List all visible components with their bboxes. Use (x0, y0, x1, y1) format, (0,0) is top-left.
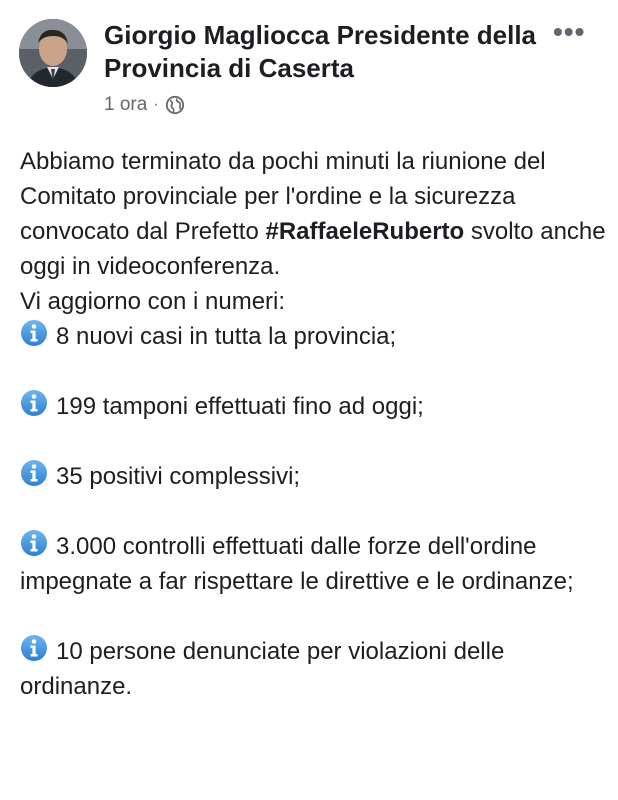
list-item-text: 199 tamponi effettuati fino ad oggi; (56, 393, 424, 420)
post-body (20, 144, 610, 704)
list-item-text: 3.000 controlli effettuati dalle forze dell'ordine impegnate a far rispettare le direttive e le ordinanze; (20, 533, 574, 595)
info-icon (20, 634, 48, 662)
list-item (20, 389, 610, 424)
list-item-text: 35 positivi complessivi; (56, 463, 301, 490)
more-options-icon[interactable]: ••• (553, 16, 586, 47)
list-item-text: 8 nuovi casi in tutta la provincia; (56, 323, 397, 350)
list-item (20, 529, 610, 599)
intro-text-start: Abbiamo terminato da pochi minuti la riunione del Comitato provinciale per l'ordine e la sicurezza convocato dal Prefetto (20, 148, 546, 245)
list-item (20, 319, 610, 354)
info-icon (20, 529, 48, 557)
post-meta (104, 93, 185, 117)
intro-text-end: svolto anche oggi in videoconferenza. (20, 218, 606, 280)
post-intro (20, 144, 610, 284)
info-icon (20, 389, 48, 417)
list-item-text: 10 persone denunciate per violazioni delle ordinanze. (20, 638, 505, 700)
globe-icon[interactable] (165, 95, 185, 115)
hashtag-link[interactable]: #RaffaeleRuberto (265, 218, 465, 245)
post-timestamp[interactable]: 1 ora (104, 94, 148, 115)
post-lead: Vi aggiorno con i numeri: (20, 288, 286, 315)
avatar-image (19, 19, 87, 87)
author-avatar[interactable] (19, 19, 87, 87)
meta-separator: · (153, 96, 159, 113)
info-icon (20, 459, 48, 487)
numbers-list (20, 319, 610, 704)
post-author-name[interactable]: Giorgio Magliocca Presidente della Provincia di Caserta (104, 20, 537, 83)
info-icon (20, 319, 48, 347)
list-item (20, 634, 610, 704)
list-item (20, 459, 610, 494)
